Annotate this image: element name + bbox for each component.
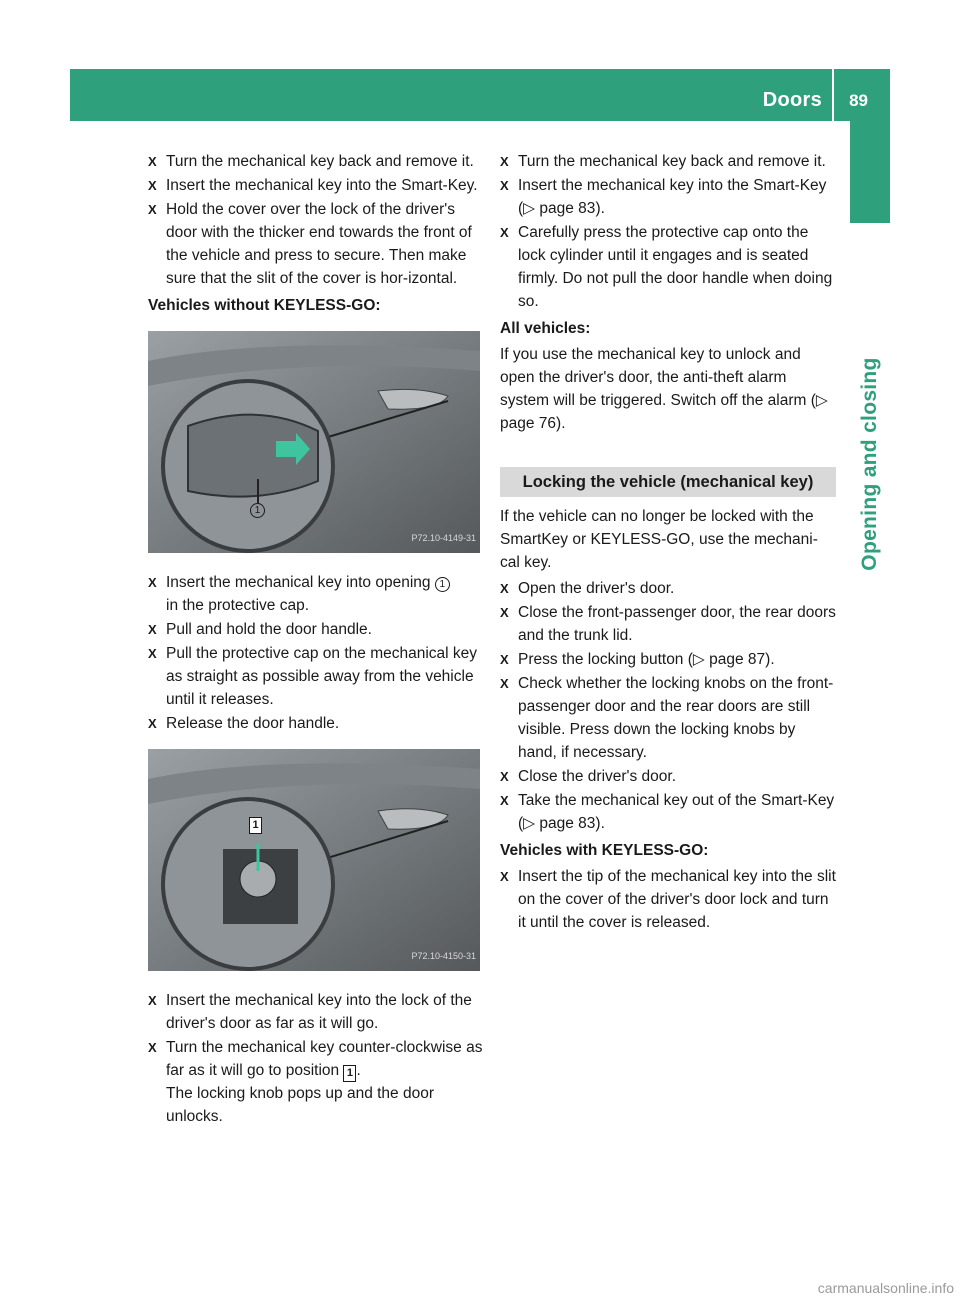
- paragraph-anti-theft: If you use the mechanical key to unlock and open the driver's door, the anti-theft alarm system will be triggered. Switch off the alarm (▷ page 76).: [500, 346, 828, 432]
- step-marker: X: [500, 869, 509, 884]
- list-item: X Press the locking button (▷ page 87).: [500, 648, 836, 671]
- section-intro: If the vehicle can no longer be locked with the SmartKey or KEYLESS-GO, use the mechani-cal key.: [500, 508, 818, 571]
- page-number: 89: [849, 91, 868, 110]
- step-marker: X: [500, 154, 509, 169]
- step-marker: X: [148, 202, 157, 217]
- page-reference: ▷ page 83: [523, 200, 596, 217]
- list-item: X Close the driver's door.: [500, 765, 836, 788]
- header-title: Doors: [762, 89, 822, 111]
- step-marker: X: [148, 178, 157, 193]
- step-marker: X: [148, 575, 157, 590]
- step-marker: X: [500, 178, 509, 193]
- list-item: X Turn the mechanical key counter-clockwise as far as it will go to position 1 . The locking knob pops up and the door unlocks.: [148, 1036, 484, 1128]
- callout-1: 1: [250, 503, 265, 518]
- step-marker: X: [500, 769, 509, 784]
- list-item: X Insert the tip of the mechanical key into the slit on the cover of the driver's door lock and turn it until the cover is released.: [500, 865, 836, 934]
- side-tab-label: Opening and closing: [858, 357, 881, 571]
- subheading-without-keyless: Vehicles without KEYLESS-GO:: [148, 297, 381, 314]
- step-marker: X: [500, 676, 509, 691]
- list-item: X Hold the cover over the lock of the driver's door with the thicker end towards the front of the vehicle and press to secure. Then make sure that the slit of the cover is hor-izontal.: [148, 198, 484, 290]
- step-marker: X: [148, 646, 157, 661]
- right-column: [500, 150, 836, 935]
- list-item: X Close the front-passenger door, the rear doors and the trunk lid.: [500, 601, 836, 647]
- door-handle-illustration: [148, 331, 480, 553]
- lock-cylinder-illustration: [148, 749, 480, 971]
- figure-door-handle-cap: [148, 331, 480, 553]
- list-item: X Turn the mechanical key back and remove it.: [500, 150, 836, 173]
- section-title: Locking the vehicle (mechanical key): [500, 467, 836, 497]
- step-marker: X: [500, 605, 509, 620]
- list-item: X Check whether the locking knobs on the front-passenger door and the rear doors are still visible. Press down the locking knobs by hand, if necessary.: [500, 672, 836, 764]
- list-item: X Insert the mechanical key into the lock of the driver's door as far as it will go.: [148, 989, 484, 1035]
- list-item: X Insert the mechanical key into the Smart-Key.: [148, 174, 484, 197]
- header-divider: [832, 69, 834, 121]
- callout-ref: 1: [435, 577, 450, 592]
- list-item: X Turn the mechanical key back and remove it.: [148, 150, 484, 173]
- list-item: X Insert the mechanical key into opening 1 in the protective cap.: [148, 571, 484, 617]
- step-marker: X: [500, 793, 509, 808]
- step-marker: X: [500, 581, 509, 596]
- step-marker: X: [500, 652, 509, 667]
- page-header: [70, 69, 890, 121]
- list-item: X Open the driver's door.: [500, 577, 836, 600]
- step-marker: X: [148, 716, 157, 731]
- subheading-all-vehicles: All vehicles:: [500, 320, 591, 337]
- list-item: X Insert the mechanical key into the Smart-Key (▷ page 83).: [500, 174, 836, 220]
- list-item: X Release the door handle.: [148, 712, 484, 735]
- step-marker: X: [148, 1040, 157, 1055]
- side-tab-marker: [850, 121, 890, 223]
- step-marker: X: [148, 154, 157, 169]
- callout-position-1: 1: [249, 817, 262, 834]
- footer-watermark[interactable]: carmanualsonline.info: [817, 1280, 954, 1296]
- step-marker: X: [148, 622, 157, 637]
- step-marker: X: [148, 993, 157, 1008]
- position-ref: 1: [343, 1065, 356, 1082]
- list-item: X Pull the protective cap on the mechanical key as straight as possible away from the vehicle until it releases.: [148, 642, 484, 711]
- list-item: X Carefully press the protective cap onto the lock cylinder until it engages and is seated firmly. Do not pull the door handle when doing so.: [500, 221, 836, 313]
- list-item: X Pull and hold the door handle.: [148, 618, 484, 641]
- figure-code: P72.10-4150-31: [411, 951, 476, 961]
- list-item: X Take the mechanical key out of the Smart-Key (▷ page 83).: [500, 789, 836, 835]
- figure-lock-cylinder: [148, 749, 480, 971]
- step-marker: X: [500, 225, 509, 240]
- subheading-with-keyless: Vehicles with KEYLESS-GO:: [500, 842, 709, 859]
- figure-code: P72.10-4149-31: [411, 533, 476, 543]
- left-column: [148, 150, 484, 1129]
